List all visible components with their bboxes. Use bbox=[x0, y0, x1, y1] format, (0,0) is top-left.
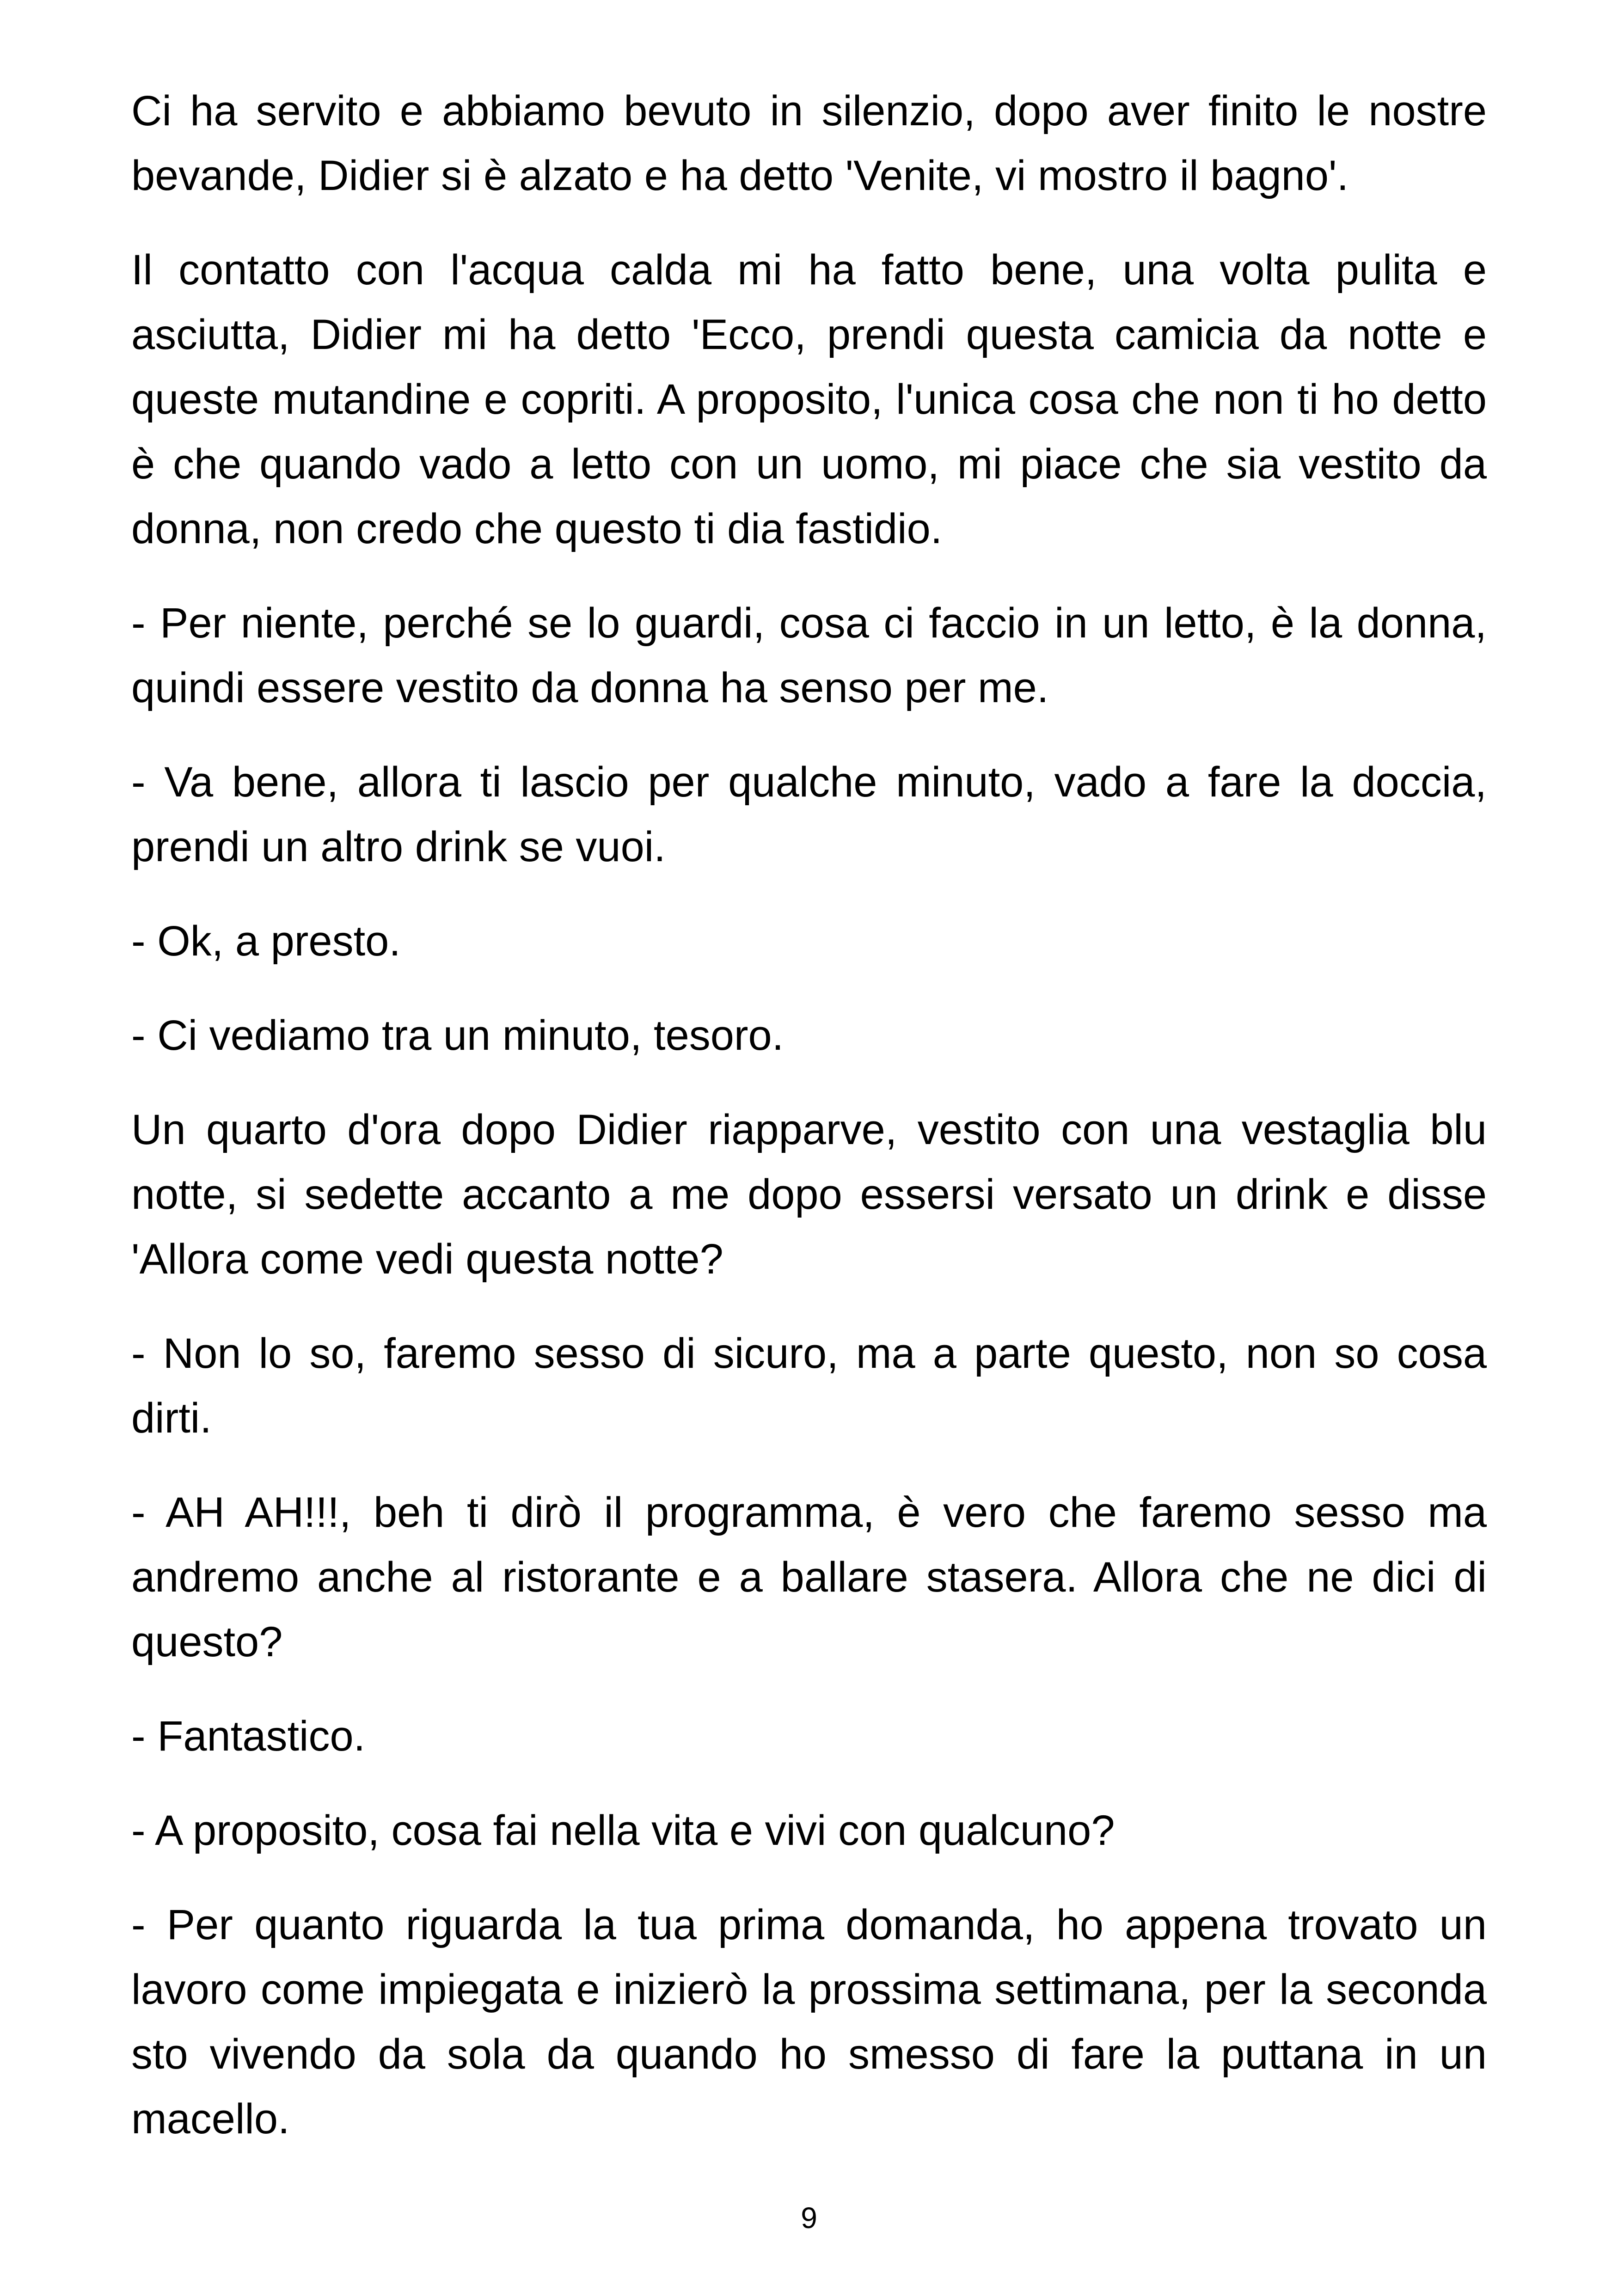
paragraph-5: - Ok, a presto. bbox=[131, 918, 401, 965]
paragraph-2: Il contatto con l'acqua calda mi ha fatto bene, una volta pulita e asciutta, Didier mi ha detto 'Ecco, prendi questa camicia da notte e queste mutandine e copriti. A proposito, l'unica cosa che non ti ho detto è che quando vado a letto con un uomo, mi piace che sia vestito da donna, non credo che questo ti dia fastidio. bbox=[131, 246, 1487, 552]
paragraph-6: - Ci vediamo tra un minuto, tesoro. bbox=[131, 1012, 784, 1059]
paragraph-8: - Non lo so, faremo sesso di sicuro, ma a parte questo, non so cosa dirti. bbox=[131, 1330, 1487, 1442]
paragraph-3: - Per niente, perché se lo guardi, cosa ci faccio in un letto, è la donna, quindi essere vestito da donna ha senso per me. bbox=[131, 600, 1487, 711]
page-body bbox=[131, 79, 1487, 2181]
paragraph-11: - A proposito, cosa fai nella vita e vivi con qualcuno? bbox=[131, 1807, 1115, 1854]
paragraph-12: - Per quanto riguarda la tua prima domanda, ho appena trovato un lavoro come impiegata e inizierò la prossima settimana, per la seconda sto vivendo da sola da quando ho smesso di fare la puttana in un macello. bbox=[131, 1901, 1487, 2143]
paragraph-7: Un quarto d'ora dopo Didier riapparve, vestito con una vestaglia blu notte, si sedette accanto a me dopo essersi versato un drink e disse 'Allora come vedi questa notte? bbox=[131, 1106, 1487, 1283]
paragraph-4: - Va bene, allora ti lascio per qualche minuto, vado a fare la doccia, prendi un altro drink se vuoi. bbox=[131, 759, 1487, 870]
page-number: 9 bbox=[801, 2201, 817, 2235]
paragraph-1: Ci ha servito e abbiamo bevuto in silenzio, dopo aver finito le nostre bevande, Didier si è alzato e ha detto 'Venite, vi mostro il bagno'. bbox=[131, 87, 1487, 199]
paragraph-10: - Fantastico. bbox=[131, 1713, 366, 1760]
paragraph-9: - AH AH!!!, beh ti dirò il programma, è vero che faremo sesso ma andremo anche al ristorante e a ballare stasera. Allora che ne dici di questo? bbox=[131, 1489, 1487, 1665]
